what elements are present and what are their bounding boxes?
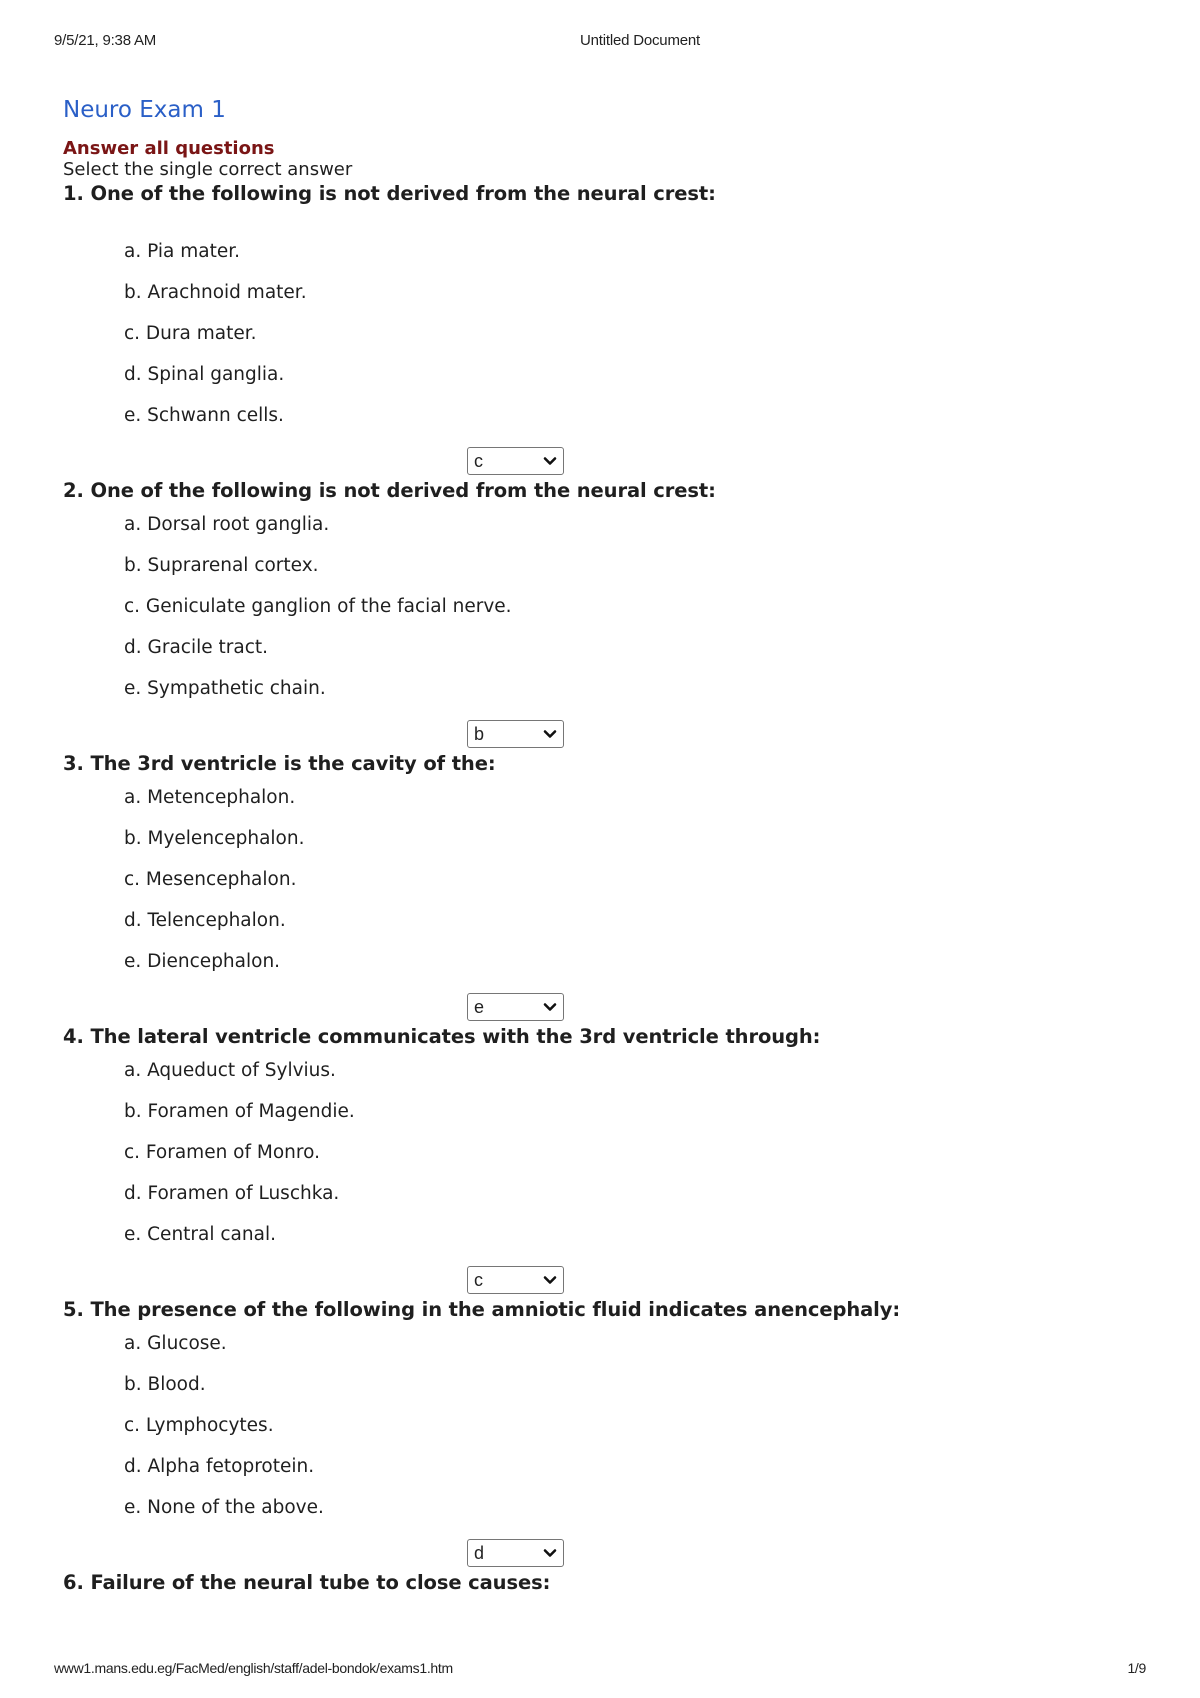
answer-select[interactable] — [467, 720, 564, 748]
option-item: c. Dura mater. — [124, 323, 257, 344]
question-block — [63, 478, 1063, 751]
answer-select[interactable] — [467, 447, 564, 475]
chevron-down-icon — [543, 1000, 557, 1014]
answer-select[interactable] — [467, 1539, 564, 1567]
options-list — [124, 504, 1063, 709]
answer-all-heading: Answer all questions — [63, 138, 275, 159]
options-list — [124, 1323, 1063, 1528]
print-date: 9/5/21, 9:38 AM — [54, 32, 157, 49]
answer-select-value: c — [474, 1270, 483, 1290]
chevron-down-icon — [543, 727, 557, 741]
option-item: d. Alpha fetoprotein. — [124, 1456, 315, 1477]
chevron-down-icon — [543, 454, 557, 468]
instruction-text: Select the single correct answer — [63, 159, 353, 180]
option-item: d. Telencephalon. — [124, 910, 286, 931]
option-item: d. Foramen of Luschka. — [124, 1183, 340, 1204]
option-item: b. Blood. — [124, 1374, 206, 1395]
print-footer — [54, 1660, 1146, 1680]
question-text: 4. The lateral ventricle communicates with the 3rd ventricle through: — [63, 1025, 821, 1048]
answer-select-value: b — [474, 724, 485, 744]
option-item: b. Suprarenal cortex. — [124, 555, 319, 576]
question-block — [63, 751, 1063, 1024]
option-item: d. Gracile tract. — [124, 637, 268, 658]
option-item: e. Schwann cells. — [124, 405, 284, 426]
answer-select-value: c — [474, 451, 483, 471]
chevron-down-icon — [543, 1273, 557, 1287]
option-item: b. Foramen of Magendie. — [124, 1101, 355, 1122]
option-item: d. Spinal ganglia. — [124, 364, 285, 385]
option-item: e. Sympathetic chain. — [124, 678, 326, 699]
exam-content — [63, 90, 1063, 1596]
option-item: a. Dorsal root ganglia. — [124, 514, 330, 535]
chevron-down-icon — [543, 1546, 557, 1560]
question-text: 2. One of the following is not derived from the neural crest: — [63, 479, 716, 502]
option-item: b. Myelencephalon. — [124, 828, 305, 849]
option-item: a. Pia mater. — [124, 241, 240, 262]
options-list — [124, 777, 1063, 982]
exam-title: Neuro Exam 1 — [63, 97, 226, 123]
option-item: a. Aqueduct of Sylvius. — [124, 1060, 336, 1081]
option-item: e. Diencephalon. — [124, 951, 281, 972]
options-list — [124, 1050, 1063, 1255]
option-item: c. Mesencephalon. — [124, 869, 297, 890]
option-item: c. Lymphocytes. — [124, 1415, 274, 1436]
option-item: b. Arachnoid mater. — [124, 282, 307, 303]
option-item: e. None of the above. — [124, 1497, 324, 1518]
document-title: Untitled Document — [580, 32, 700, 49]
question-text: 1. One of the following is not derived from the neural crest: — [63, 182, 716, 205]
answer-select[interactable] — [467, 993, 564, 1021]
option-item: a. Metencephalon. — [124, 787, 296, 808]
option-item: e. Central canal. — [124, 1224, 276, 1245]
question-block — [63, 1570, 1063, 1596]
page-url: www1.mans.edu.eg/FacMed/english/staff/adel-bondok/exams1.htm — [54, 1660, 453, 1676]
question-block — [63, 1297, 1063, 1570]
options-list — [124, 231, 1063, 436]
answer-select-value: e — [474, 997, 485, 1017]
question-text: 6. Failure of the neural tube to close causes: — [63, 1571, 551, 1594]
question-text: 5. The presence of the following in the amniotic fluid indicates anencephaly: — [63, 1298, 901, 1321]
page-number: 1/9 — [1127, 1660, 1146, 1676]
question-text: 3. The 3rd ventricle is the cavity of the: — [63, 752, 496, 775]
question-block — [63, 1024, 1063, 1297]
option-item: c. Foramen of Monro. — [124, 1142, 320, 1163]
option-item: a. Glucose. — [124, 1333, 227, 1354]
question-block — [63, 181, 1063, 478]
answer-select-value: d — [474, 1543, 485, 1563]
option-item: c. Geniculate ganglion of the facial nerve. — [124, 596, 512, 617]
answer-select[interactable] — [467, 1266, 564, 1294]
print-header — [54, 32, 1146, 52]
